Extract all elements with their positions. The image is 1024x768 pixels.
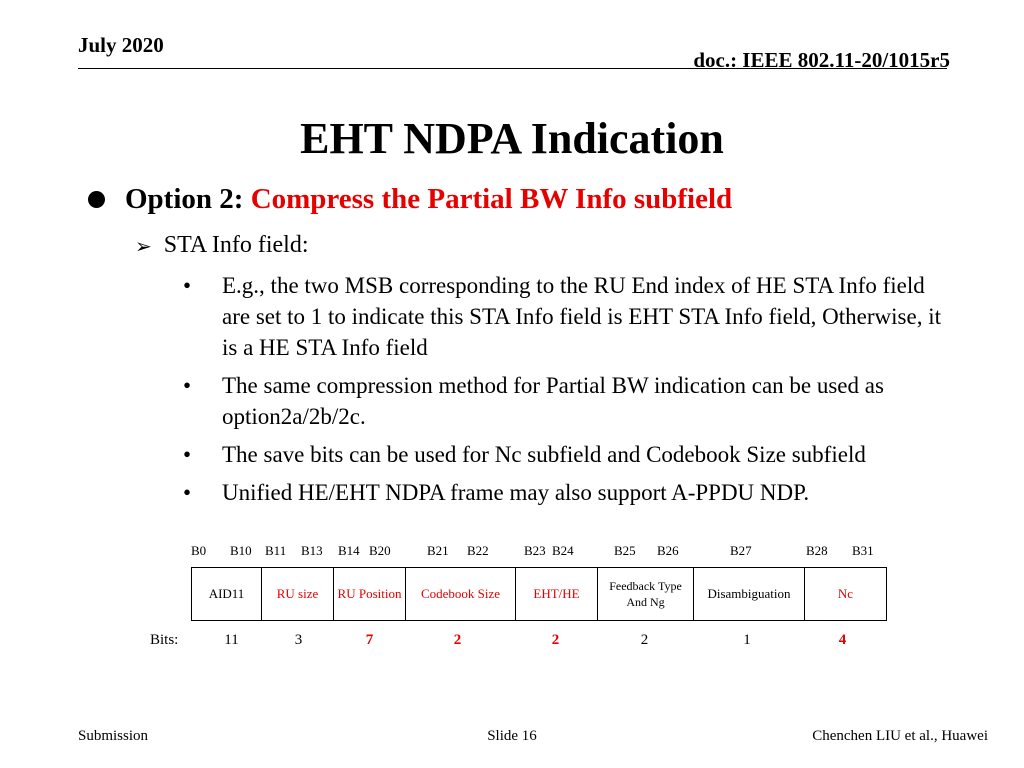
bullet-mark: • [183,442,192,467]
bit-label: B0 [191,543,207,558]
header-date: July 2020 [78,33,164,57]
table-row [192,568,887,621]
sub-bullet [135,232,309,259]
field-eht-he: EHT/HE [516,568,598,621]
bits-disambiguation: 1 [743,632,751,648]
bit-label: B26 [657,543,679,558]
field-nc: Nc [805,568,887,621]
bit-label: B24 [552,543,574,558]
bit-label: B11 [265,543,287,558]
field-ru-size: RU size [262,568,334,621]
header-divider [78,68,947,69]
field-disambiguation: Disambiguation [694,568,805,621]
footer-submission: Submission [78,728,149,744]
bits-ru-size: 3 [294,632,303,648]
bit-label: B28 [806,543,828,558]
bits-aid11: 11 [224,632,239,648]
bits-eht-he: 2 [551,632,560,648]
bullet-text: The save bits can be used for Nc subfield and Codebook Size subfield [222,442,866,467]
field-ru-position: RU Position [334,568,406,621]
bit-label: B14 [338,543,360,558]
arrow-bullet-icon: ➢ [135,233,152,258]
bits-label: Bits: [150,632,179,648]
bullet-text: The same compression method for Partial BW indication can be used as option2a/2b/2c. [222,373,884,429]
bits-nc: 4 [838,632,847,648]
bit-label: B25 [614,543,636,558]
bullet-mark: • [183,373,192,398]
option-bullet [88,183,732,216]
list-item [183,370,953,432]
bit-index-labels [0,543,1024,561]
footer-slide-number: Slide 16 [487,728,537,744]
bit-label: B31 [852,543,874,558]
field-codebook-size: Codebook Size [406,568,516,621]
option-label: Option 2: [125,183,244,215]
bullet-dot-icon [88,191,105,208]
bullet-text: Unified HE/EHT NDPA frame may also support A-PPDU NDP. [222,480,810,505]
slide-title: EHT NDPA Indication [300,114,724,163]
bits-ru-position: 7 [365,632,374,648]
bit-label: B22 [467,543,489,558]
bits-codebook-size: 2 [453,632,462,648]
field-aid11: AID11 [192,568,262,621]
bullet-mark: • [183,480,192,505]
bit-label: B10 [230,543,252,558]
footer-author: Chenchen LIU et al., Huawei [812,728,988,744]
header-doc-id: doc.: IEEE 802.11-20/1015r5 [693,48,950,72]
bit-label: B23 [524,543,546,558]
bullet-text: E.g., the two MSB corresponding to the RU End index of HE STA Info field are set to 1 to indicate this STA Info field is EHT STA Info field, Otherwise, it is a HE STA Info field [222,273,941,360]
bullet-mark: • [183,273,192,298]
sta-info-field-table [191,567,887,621]
bits-row [0,632,1024,652]
list-item [183,439,953,470]
list-item [183,270,953,363]
bit-label: B21 [427,543,449,558]
bits-feedback-type: 2 [640,632,649,648]
bullet-list [183,270,953,515]
list-item [183,477,953,508]
option-text: Compress the Partial BW Info subfield [250,183,733,215]
sub-label: STA Info field: [163,232,309,258]
bit-label: B20 [369,543,391,558]
bit-label: B13 [301,543,323,558]
bit-label: B27 [730,543,752,558]
field-feedback-type: Feedback Type And Ng [598,568,694,621]
